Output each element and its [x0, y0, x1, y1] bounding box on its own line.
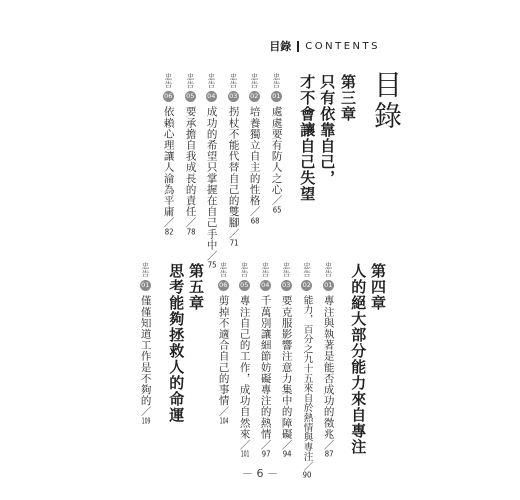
entry-text: 專注自己的工作，成功自然來／101	[238, 295, 251, 459]
advice-label: 忠告	[229, 73, 239, 88]
entry-number-badge: 02	[250, 92, 259, 100]
toc-entry[interactable]	[280, 262, 293, 458]
toc-entry[interactable]	[238, 262, 251, 458]
entry-number-badge: 06	[164, 92, 173, 100]
advice-label: 忠告	[302, 262, 312, 277]
advice-label: 忠告	[324, 262, 334, 277]
toc-entry[interactable]	[162, 73, 175, 236]
advice-label: 忠告	[207, 73, 217, 88]
toc-entry[interactable]	[322, 262, 335, 458]
entry-text: 成功的希望只掌握在自己手中／75	[205, 106, 218, 270]
advice-label: 忠告	[250, 73, 260, 88]
advice-label: 忠告	[219, 262, 229, 277]
toc-entry[interactable]	[301, 262, 313, 479]
running-header	[269, 38, 380, 54]
entry-text: 僅僅知道工作是不夠的／109	[139, 295, 152, 426]
entry-number-badge: 03	[282, 281, 291, 289]
toc-entry[interactable]	[139, 262, 152, 425]
entry-text: 處處要有防人之心／65	[270, 106, 283, 214]
chapter5-title: 思考能夠拯救人的命運	[167, 263, 186, 423]
chapter5-number: 第五章	[187, 263, 205, 311]
advice-label: 忠告	[261, 262, 271, 277]
entry-number-badge: 01	[272, 92, 281, 100]
entry-number-badge: 04	[207, 92, 216, 100]
entry-text: 千萬別讓細節妨礙專注的熱情／97	[259, 295, 272, 459]
entry-number-badge: 05	[240, 281, 249, 289]
toc-entry[interactable]	[259, 262, 272, 458]
entry-text: 專注與執著是能否成功的徵兆／87	[322, 295, 335, 459]
chapter3-title-line2: 才不會讓自己失望	[298, 74, 317, 202]
toc-entry[interactable]	[205, 73, 218, 269]
entry-number-badge: 05	[186, 92, 195, 100]
header-label: 目錄	[269, 40, 292, 53]
entry-number-badge: 06	[219, 281, 228, 289]
entry-text: 培養獨立自主的性格／68	[248, 106, 261, 226]
entry-number-badge: 02	[302, 281, 311, 289]
entry-text: 依賴心理讓人淪為平庸／82	[162, 106, 175, 237]
toc-entry[interactable]	[184, 73, 197, 236]
advice-label: 忠告	[164, 73, 174, 88]
entry-text: 拐杖不能代替自己的雙腳／71	[227, 106, 240, 248]
advice-label: 忠告	[141, 262, 151, 277]
chapter3-number: 第三章	[339, 74, 357, 122]
entry-number-badge: 04	[261, 281, 270, 289]
page-number: － 6 －	[242, 467, 278, 480]
advice-label: 忠告	[272, 73, 282, 88]
header-contents: CONTENTS	[305, 40, 380, 52]
page-title: 目錄	[370, 70, 403, 132]
toc-entry[interactable]	[270, 73, 283, 214]
toc-entry[interactable]	[227, 73, 240, 247]
header-divider	[297, 41, 299, 52]
chapter3-title-line1: 只有依靠自己，	[318, 74, 337, 186]
entry-text: 要承擔自我成長的責任／78	[184, 106, 197, 237]
entry-number-badge: 01	[141, 281, 150, 289]
advice-label: 忠告	[186, 73, 196, 88]
entry-number-badge: 03	[229, 92, 238, 100]
entry-text: 要克服影響注意力集中的障礙／94	[280, 295, 293, 459]
chapter4-number: 第四章	[369, 263, 387, 311]
advice-label: 忠告	[240, 262, 250, 277]
toc-entry[interactable]	[217, 262, 230, 425]
toc-entry[interactable]	[248, 73, 261, 225]
entry-text: 能力，百分之九十五來自於熱情與專注／90	[301, 295, 313, 480]
entry-text: 剪掉不適合自己的事情／104	[217, 295, 230, 426]
chapter4-title: 人的絕大部分能力來自專注	[349, 263, 368, 455]
advice-label: 忠告	[282, 262, 292, 277]
entry-number-badge: 01	[324, 281, 333, 289]
